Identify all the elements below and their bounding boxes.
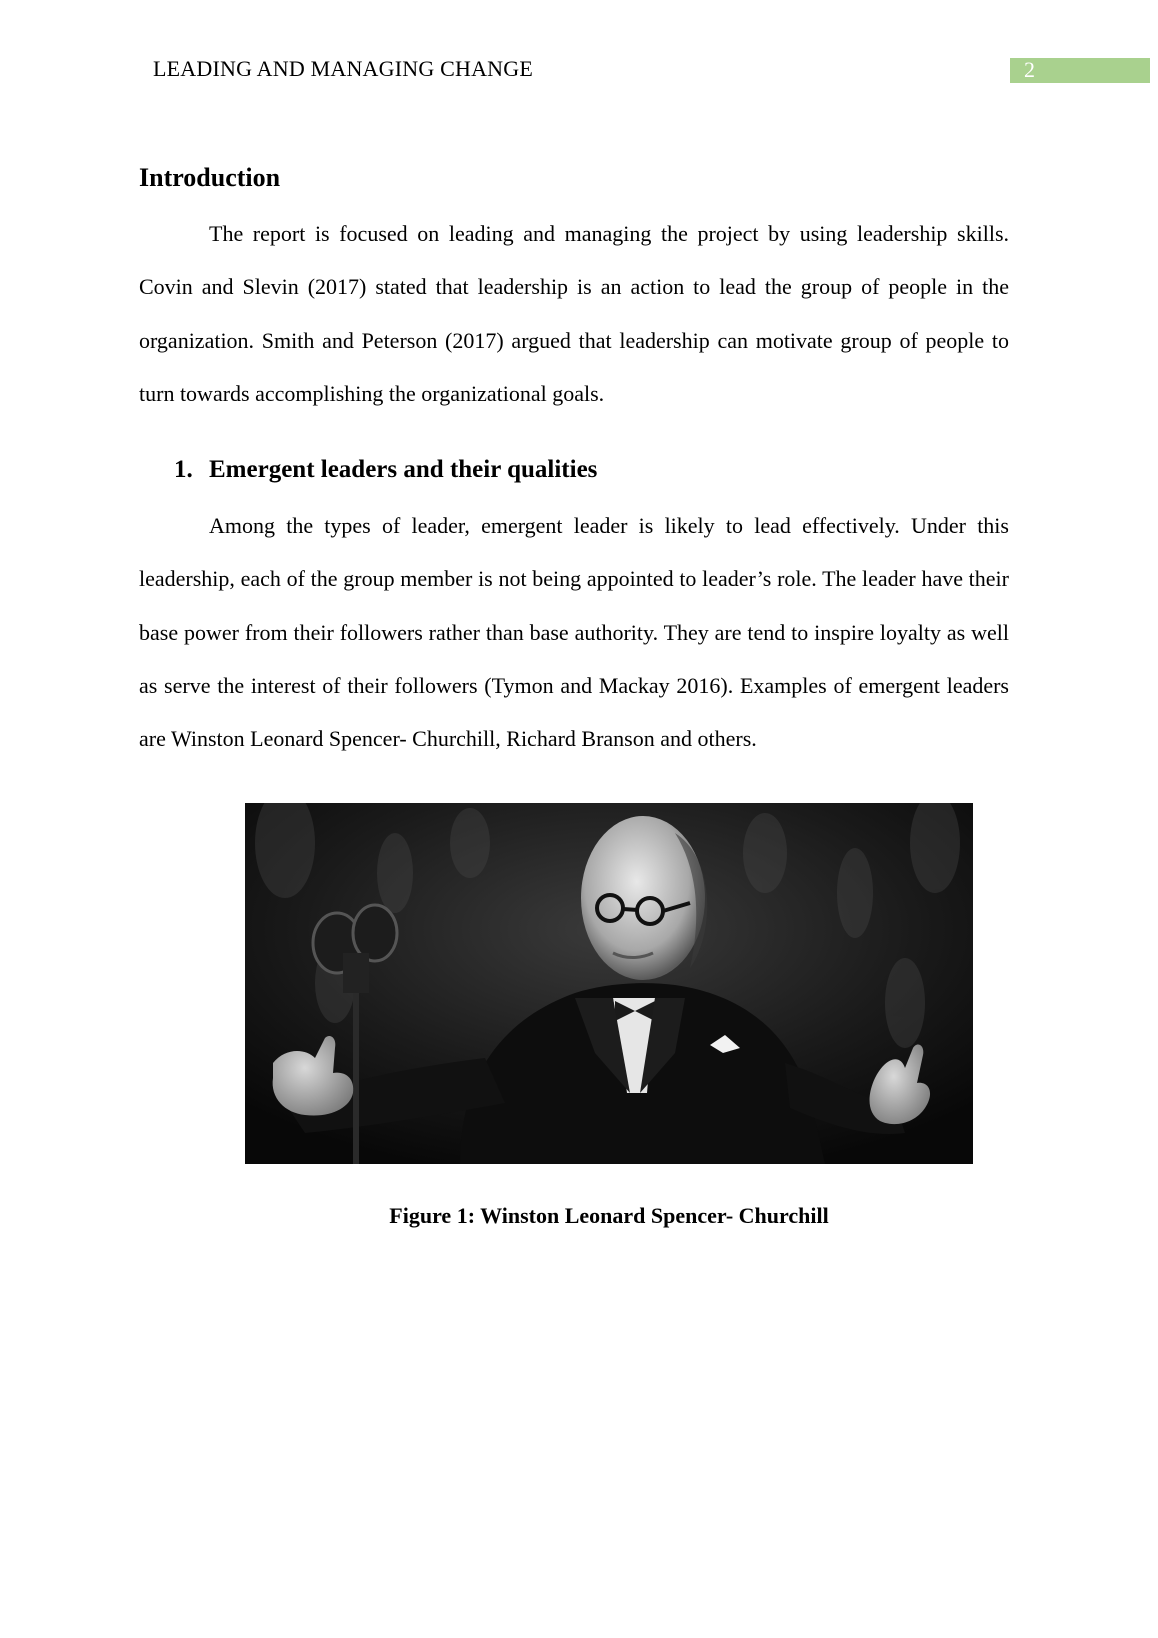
section-1-number: 1. — [174, 456, 193, 484]
churchill-photo — [245, 803, 973, 1164]
figure-caption: Figure 1: Winston Leonard Spencer- Churchill — [389, 1203, 829, 1228]
page-number: 2 — [1024, 57, 1035, 82]
document-body — [139, 154, 1009, 766]
page-number-bar — [1010, 58, 1150, 83]
introduction-heading: Introduction — [139, 163, 281, 192]
running-head: LEADING AND MANAGING CHANGE — [153, 56, 533, 81]
churchill-photo-illustration — [245, 803, 973, 1164]
introduction-paragraph: The report is focused on leading and managing the project by using leadership skills. Covin and Slevin (2017) stated that leadership is an action to lead the group of people in the organization. Smith and Peterson (2017) argued that leadership can motivate group of people to turn towards accomplishing the organizational goals. — [139, 221, 1009, 406]
section-1-heading — [174, 446, 1009, 494]
section-1-title: Emergent leaders and their qualities — [209, 456, 598, 484]
section-1-paragraph: Among the types of leader, emergent leader is likely to lead effectively. Under this leadership, each of the group member is not being appointed to leader’s role. The leader have their base power from their followers rather than base authority. They are tend to inspire loyalty as well as serve the interest of their followers (Tymon and Mackay 2016). Examples of emergent leaders are Winston Leonard Spencer- Churchill, Richard Branson and others. — [139, 513, 1009, 752]
